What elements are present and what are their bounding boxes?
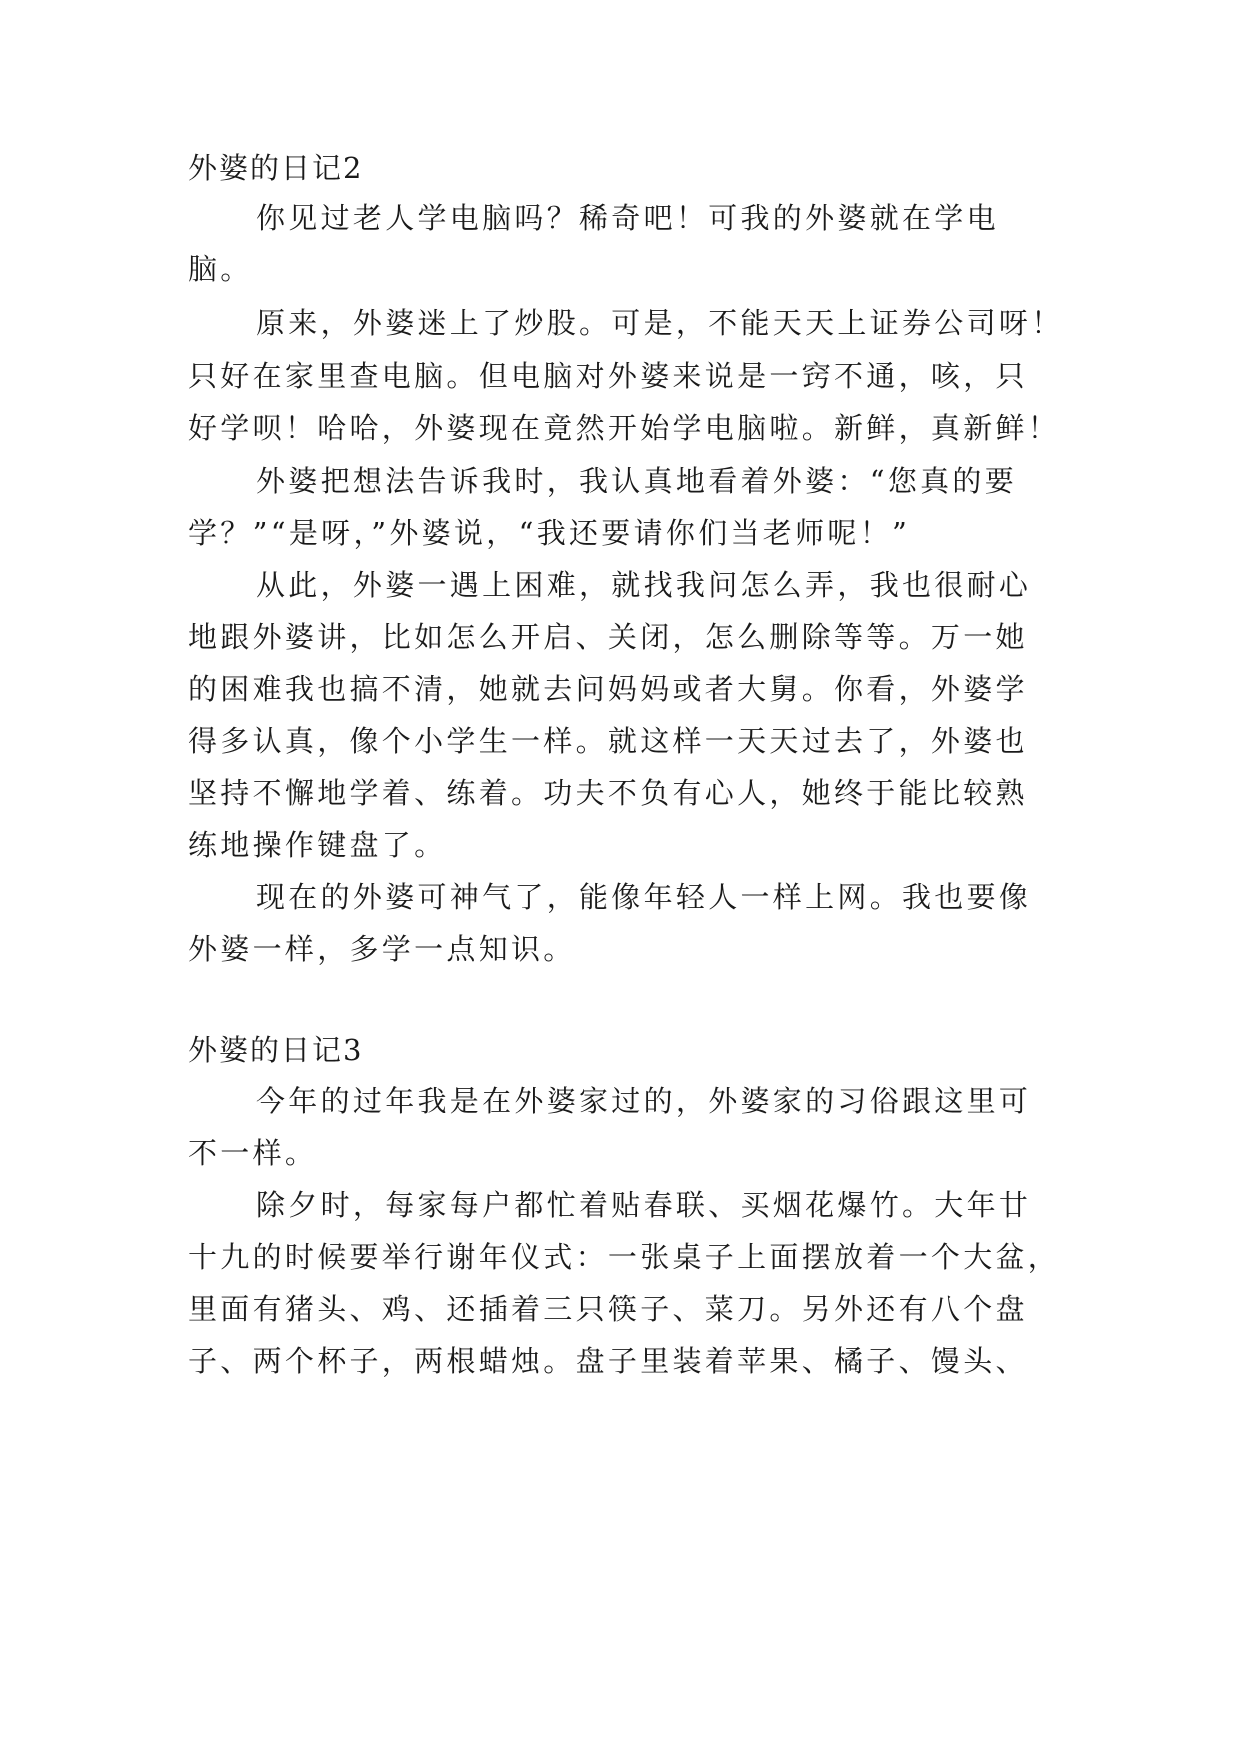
section-title: 外婆的日记3 [188,1033,364,1067]
paragraph-line: 十九的时候要举行谢年仪式：一张桌子上面摆放着一个大盆， [188,1240,1061,1274]
paragraph-line: 地跟外婆讲，比如怎么开启、关闭，怎么删除等等。万一她 [188,620,1028,654]
paragraph-line: 从此，外婆一遇上困难，就找我问怎么弄，我也很耐心 [256,568,1032,602]
paragraph-line: 里面有猪头、鸡、还插着三只筷子、菜刀。另外还有八个盘 [188,1292,1028,1326]
paragraph-line: 脑。 [188,252,253,286]
paragraph-line: 你见过老人学电脑吗？稀奇吧！可我的外婆就在学电 [256,201,999,235]
paragraph-line: 今年的过年我是在外婆家过的，外婆家的习俗跟这里可 [256,1084,1032,1118]
paragraph-line: 得多认真，像个小学生一样。就这样一天天过去了，外婆也 [188,724,1028,758]
paragraph-line: 好学呗！哈哈，外婆现在竟然开始学电脑啦。新鲜，真新鲜！ [188,411,1061,445]
paragraph-line: 练地操作键盘了。 [188,828,447,862]
paragraph-line: 只好在家里查电脑。但电脑对外婆来说是一窍不通，咳，只 [188,359,1028,393]
paragraph-line: 坚持不懈地学着、练着。功夫不负有心人，她终于能比较熟 [188,776,1028,810]
section-title: 外婆的日记2 [188,151,364,185]
paragraph-line: 不一样。 [188,1136,318,1170]
paragraph-line: 除夕时，每家每户都忙着贴春联、买烟花爆竹。大年廿 [256,1188,1032,1222]
paragraph-line: 外婆一样，多学一点知识。 [188,932,576,966]
paragraph-line: 外婆把想法告诉我时，我认真地看着外婆：“您真的要 [256,464,1018,498]
paragraph-line: 子、两个杯子，两根蜡烛。盘子里装着苹果、橘子、馒头、 [188,1344,1028,1378]
paragraph-line: 现在的外婆可神气了，能像年轻人一样上网。我也要像 [256,880,1032,914]
paragraph-line: 学？”“是呀，”外婆说，“我还要请你们当老师呢！” [188,516,911,550]
paragraph-line: 的困难我也搞不清，她就去问妈妈或者大舅。你看，外婆学 [188,672,1028,706]
paragraph-line: 原来，外婆迷上了炒股。可是，不能天天上证券公司呀！ [256,306,1064,340]
